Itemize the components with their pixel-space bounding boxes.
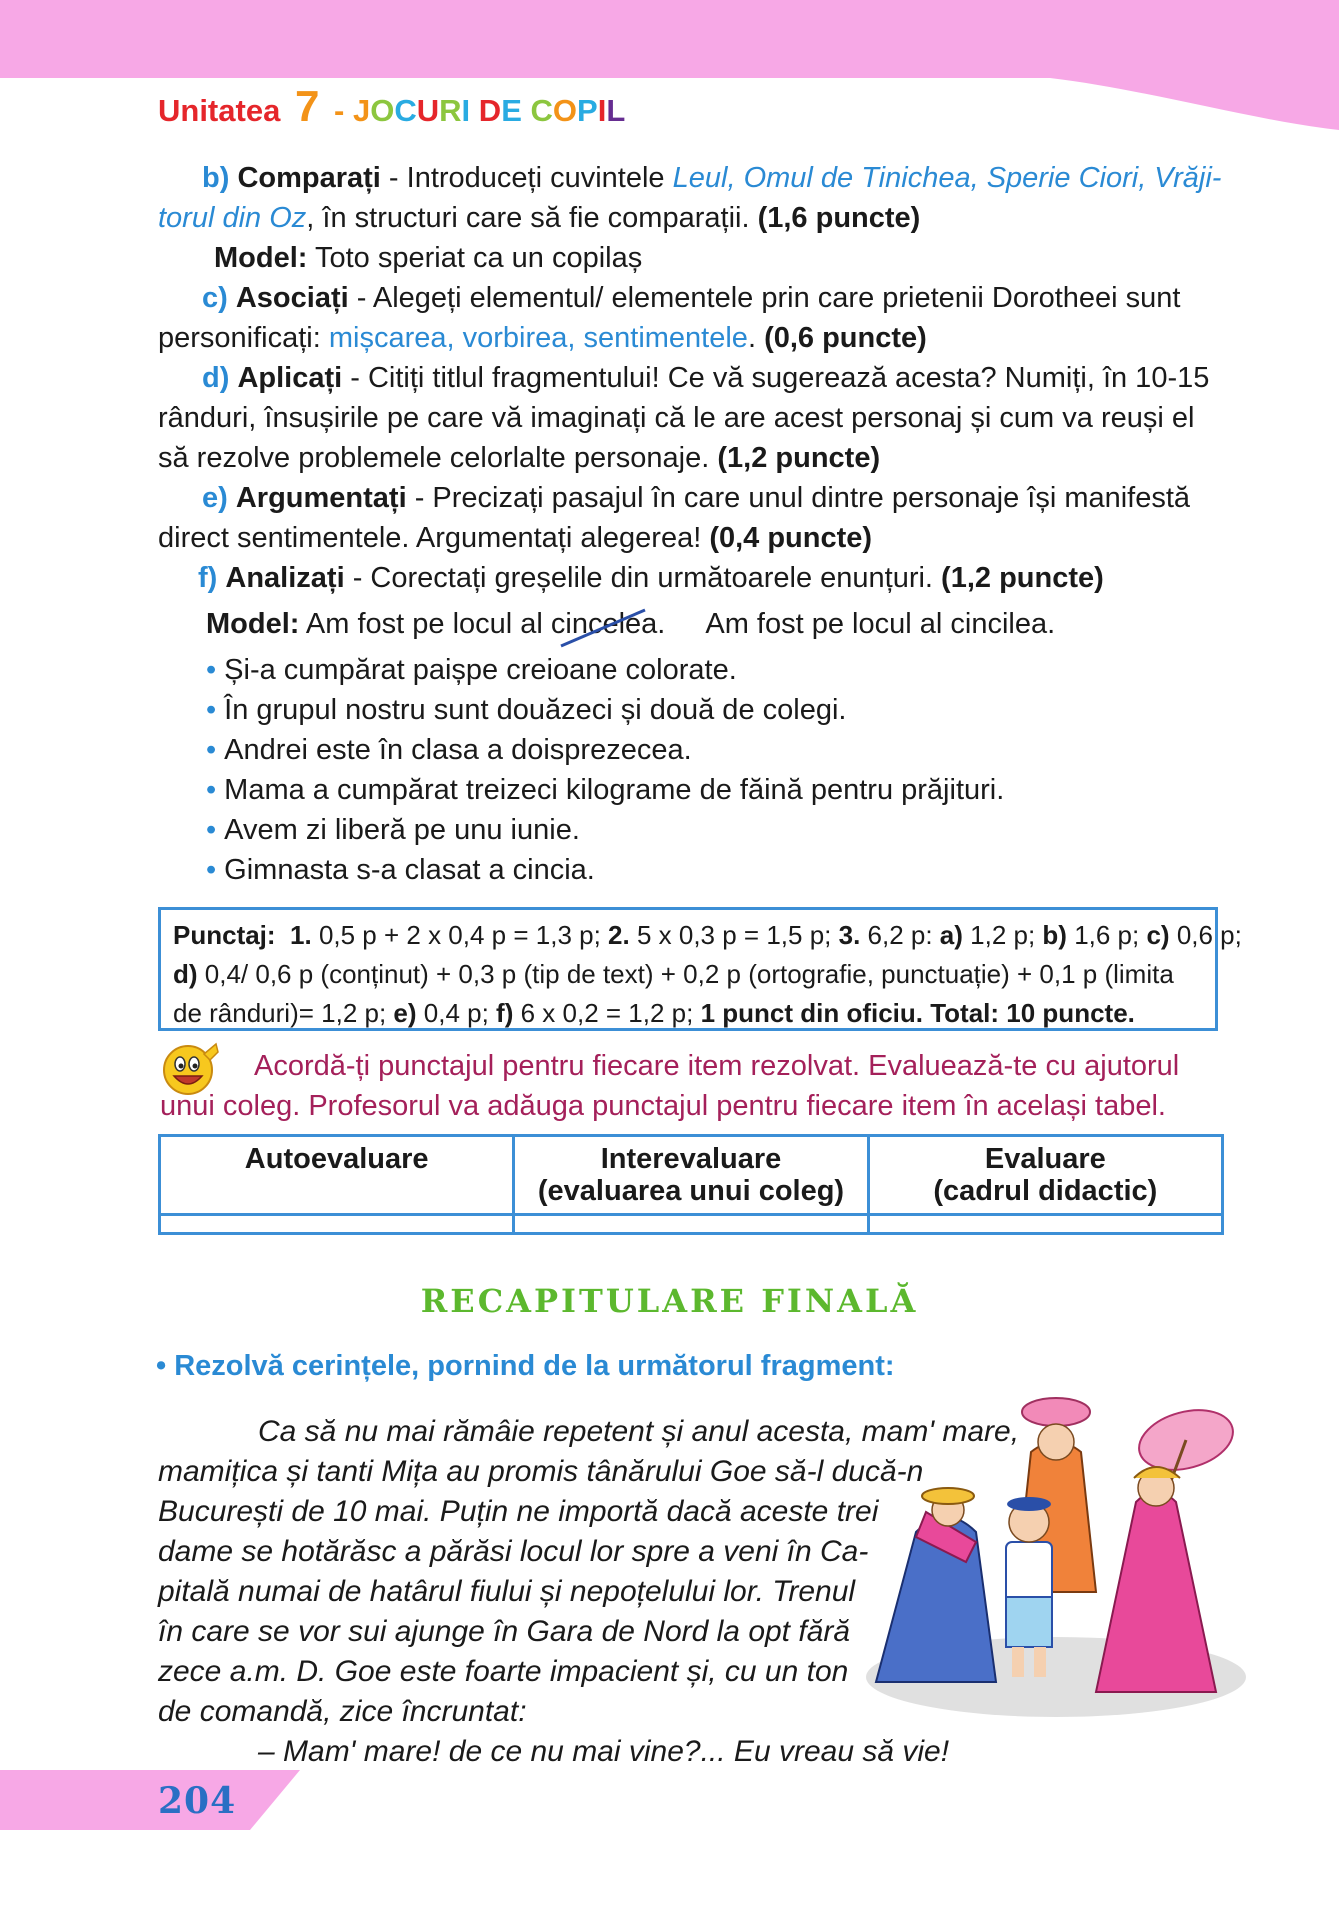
score-text: 1,6 p; [1066,920,1147,950]
exercise-verb: Argumentați [235,482,407,514]
score-num: b) [1042,920,1067,950]
model-label: Model: [214,242,308,274]
list-item [206,730,1224,770]
page-number: 204 [158,1780,237,1822]
evaluation-note [160,1046,1226,1126]
unit-title-letter [522,93,531,128]
score-oficiu: 1 punct din oficiu. [700,998,923,1028]
unit-title-letter: P [577,93,598,128]
exercise-verb: Comparați [237,162,381,194]
correction-list [158,650,1224,890]
unit-dash: - [334,93,345,128]
score-line2 [173,955,1203,994]
score-line3 [173,994,1203,1033]
story-line: mamițica și tanti Mița au promis tânărului Goe să-l ducă-n [158,1455,924,1488]
exercise-options: mișcarea, vorbirea, sentimentele [328,322,748,354]
header-text: Evaluare [984,1143,1106,1175]
exercise-points: (1,2 puncte) [717,442,881,474]
story-line: pitală numai de hatârul fiului și nepoțelului lor. Trenul [158,1575,856,1608]
score-label: Punctaj: [173,920,276,950]
model-label: Model: [206,608,300,640]
exercise-text: - Alegeți elementul/ elementele prin care prietenii Dorotheei sunt [348,282,1181,314]
exercise-verb: Asociați [235,282,349,314]
score-text: 5 x 0,3 p = 1,5 p; [629,920,839,950]
list-item-text: Mama a cumpărat treizeci kilograme de făină pentru prăjituri. [224,774,1005,806]
bullet: • [206,814,217,846]
unit-title-letter: O [370,93,395,128]
story-line: zece a.m. D. Goe este foarte impacient și, cu un ton [158,1655,849,1688]
story-line: București de 10 mai. Puțin ne importă dacă aceste trei [158,1495,879,1528]
exercise-verb: Analizați [225,562,345,594]
exercise-text: personificați: [158,322,329,354]
unit-title-letter: L [606,93,626,128]
list-item-text: Andrei este în clasa a doisprezecea. [224,734,692,766]
exercise-text: direct sentimentele. Argumentați alegerea! [158,522,710,554]
score-text: 0,6 p; [1169,920,1242,950]
table-row [160,1215,1223,1234]
exercise-e-line1 [158,478,1224,518]
list-item [206,850,1224,890]
exercise-letter: b) [202,162,230,194]
exercise-text: . [747,322,765,354]
score-text: de rânduri)= 1,2 p; [173,998,394,1028]
unit-title-letter: R [439,93,462,128]
unit-title-letter: J [353,93,371,128]
header-subtext: (evaluarea unui coleg) [537,1175,845,1207]
unit-header [158,82,625,132]
story-line: în care se vor sui ajunge în Gara de Nord la opt fără [158,1615,851,1648]
exercise-points: (0,6 puncte) [764,322,927,354]
model-correct: Am fost pe locul al cincilea. [705,608,1056,640]
table-header-row [160,1136,1223,1215]
exercise-d-line1 [158,358,1224,398]
list-item-text: Avem zi liberă pe unu iunie. [224,814,580,846]
list-item-text: În grupul nostru sunt douăzeci și două de colegi. [224,694,847,726]
exercise-letter: f) [198,562,218,594]
exercise-b-line2 [158,198,1224,238]
story-line: – Mam' mare! de ce nu mai vine?... Eu vreau să vie! [258,1735,950,1768]
exercise-text: - Precizați pasajul în care unul dintre personaje își manifestă [406,482,1191,514]
bullet: • [206,774,217,806]
section-title: RECAPITULARE FINALĂ [420,1282,919,1320]
score-cell-self[interactable] [160,1215,514,1234]
list-item [206,770,1224,810]
exercise-c-line2 [158,318,1224,358]
exercise-text: să rezolve problemele celorlalte personaje. [158,442,718,474]
exercise-b-model [158,238,1224,278]
unit-title-letter [470,93,479,128]
bullet: • [206,694,217,726]
score-num: d) [173,959,198,989]
exercise-d-line2: rânduri, însușirile pe care vă imaginați că le are acest personaj și cum va reuși el [158,402,1195,434]
exercise-words: torul din Oz [158,202,307,234]
unit-title-letter: E [501,93,522,128]
exercise-points: (1,2 puncte) [941,562,1104,594]
score-num: a) [939,920,963,950]
unit-title-letter: I [461,93,471,128]
exercise-text: , în structuri care să fie comparații. [306,202,758,234]
unit-title-letter: U [416,93,440,128]
unit-title [353,93,625,128]
struck-word [551,604,665,644]
list-item-text: Gimnasta s-a clasat a cincia. [224,854,595,886]
score-box [158,907,1242,1031]
score-text: 0,4/ 0,6 p (conținut) + 0,3 p (tip de text) + 0,2 p (ortografie, punctuație) + 0,1 p (limita [197,959,1174,989]
evaluation-note-line1: Acordă-ți punctajul pentru fiecare item rezolvat. Evaluează-te cu ajutorul [254,1050,1180,1082]
bullet: • [206,854,217,886]
bullet: • [206,734,217,766]
exercise-c-line1 [158,278,1224,318]
bullet: • [206,654,217,686]
story-line: de comandă, zice încruntat: [158,1695,527,1728]
exercise-f-model [158,604,1224,644]
score-cell-teacher[interactable] [868,1215,1222,1234]
exercise-letter: e) [202,482,228,514]
score-text: 0,4 p; [416,998,497,1028]
list-item-text: Și-a cumpărat paișpe creioane colorate. [224,654,737,686]
unit-number: 7 [294,82,320,131]
exercise-points: (0,4 puncte) [709,522,873,554]
exercise-verb: Aplicați [237,362,343,394]
score-text: 6 x 0,2 = 1,2 p; [513,998,701,1028]
score-num: f) [496,998,514,1028]
header-text: Autoevaluare [244,1143,429,1175]
goe-ladies-illustration [856,1392,1252,1722]
model-text: Toto speriat ca un copilaș [307,242,643,274]
header-subtext: (cadrul didactic) [933,1175,1158,1207]
exercise-d-line3 [158,438,1224,478]
story-line: Ca să nu mai rămâie repetent și anul acesta, mam' mare, [258,1415,1020,1448]
exercise-words: Leul, Omul de Tinichea, Sperie Ciori, Vrăji- [672,162,1222,194]
evaluation-note-line2: unui coleg. Profesorul va adăuga punctajul pentru fiecare item în același tabel. [160,1090,1166,1122]
score-num: c) [1146,920,1170,950]
score-line1 [173,916,1242,955]
exercise-f-line1 [158,558,1224,598]
list-item [206,810,1224,850]
score-text: 0,5 p + 2 x 0,4 p = 1,3 p; [311,920,609,950]
header-autoevaluare [160,1136,514,1215]
header-evaluare [868,1136,1222,1215]
score-num: 1. [290,920,312,950]
exercise-content [158,158,1224,890]
score-total: Total: 10 puncte. [923,998,1135,1028]
unit-title-letter: C [394,93,417,128]
evaluation-table [158,1134,1224,1235]
exercise-points: (1,6 puncte) [757,202,921,234]
score-text: 1,2 p; [962,920,1043,950]
unit-title-letter: O [552,93,578,128]
exercise-letter: d) [202,362,230,394]
score-num: e) [393,998,417,1028]
score-num: 3. [838,920,861,950]
score-cell-peer[interactable] [514,1215,868,1234]
struck-word-text: cincelea. [550,608,666,640]
exercise-letter: c) [202,282,228,314]
score-num: 2. [608,920,630,950]
unit-word: Unitatea [158,93,281,128]
header-text: Interevaluare [600,1143,782,1175]
exercise-b-line1 [158,158,1224,198]
exercise-text: - Introduceți cuvintele [380,162,673,194]
list-item [206,650,1224,690]
list-item [206,690,1224,730]
unit-title-letter: I [597,93,607,128]
unit-title-letter: D [478,93,502,128]
story-line: dame se hotărăsc a părăsi locul lor spre a veni în Ca- [158,1535,869,1568]
exercise-text: - Citiți titlul fragmentului! Ce vă sugerează acesta? Numiți, în 10-15 [342,362,1210,394]
unit-title-letter: C [530,93,553,128]
header-interevaluare [514,1136,868,1215]
exercise-text: - Corectați greșelile din următoarele enunțuri. [344,562,942,594]
exercise-e-line2 [158,518,1224,558]
bottom-decorative-band [0,1770,300,1830]
score-text: 6,2 p: [860,920,940,950]
model-text: Am fost pe locul al [299,608,551,640]
strike-line [559,606,649,650]
task-instruction: • Rezolvă cerințele, pornind de la următorul fragment: [156,1350,895,1382]
